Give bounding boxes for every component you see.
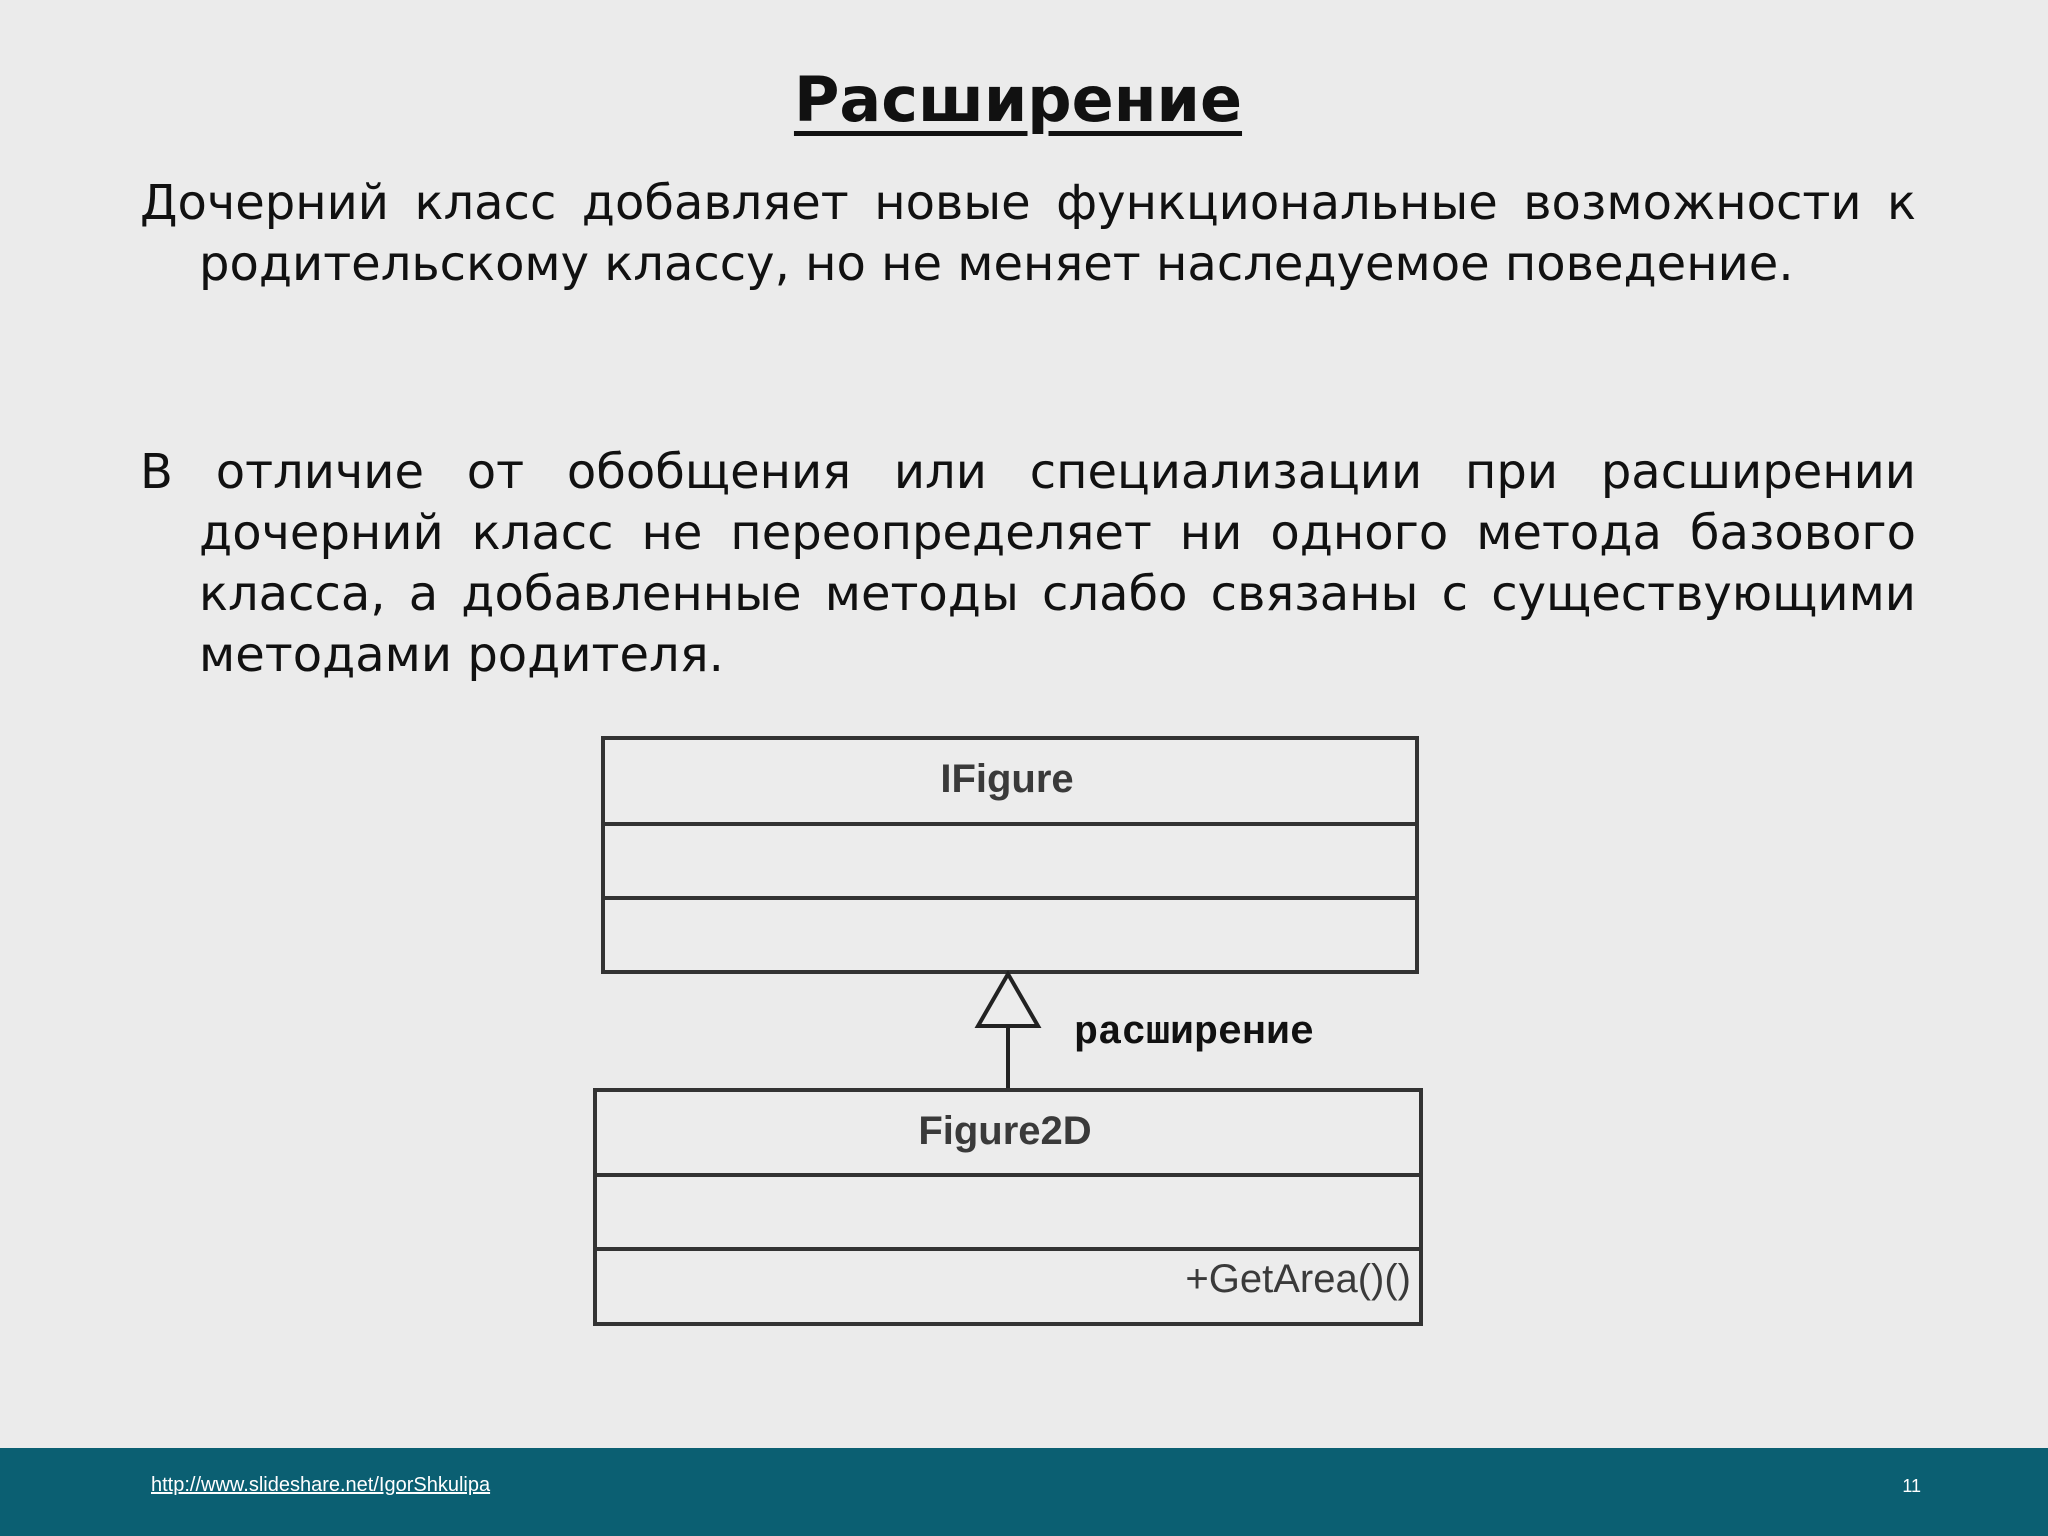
relationship-label: расширение (1074, 1011, 1315, 1056)
footer-source-link[interactable]: http://www.slideshare.net/IgorShkulipa (151, 1474, 491, 1496)
figure2d-operation: +GetArea()() (1185, 1257, 1411, 1301)
uml-class-figure2d (595, 1090, 1421, 1324)
ifigure-class-name: IFigure (940, 757, 1074, 801)
slide-title-text: Расширение (793, 63, 1243, 136)
slide-page-number: 11 (1902, 1476, 1921, 1496)
footer-bar (0, 1448, 2048, 1536)
paragraph-extension-comparison: В отличие от обобщения или специализации при расширении дочерний класс не переопределяет ни одного метода базового класса, а добавленные методы слабо связаны с существующими методами родителя. (140, 444, 1916, 683)
figure2d-class-name: Figure2D (918, 1109, 1092, 1153)
paragraph-extension-definition: Дочерний класс добавляет новые функциональные возможности к родительскому классу, но не меняет наследуемое поведение. (140, 175, 1916, 292)
arrow-hollow-triangle-head (978, 974, 1038, 1026)
uml-generalization-arrow (978, 974, 1314, 1090)
uml-class-ifigure (603, 738, 1417, 972)
